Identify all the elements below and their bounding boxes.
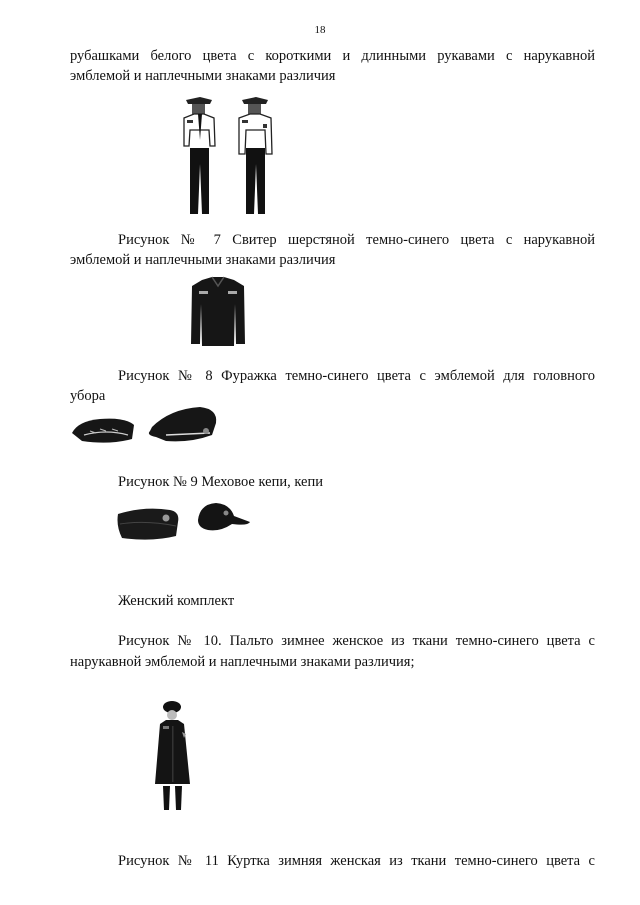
peaked-caps-figure [70, 405, 222, 449]
text-line: эмблемой и наплечными знаками различия [70, 252, 336, 268]
text-line: эмблемой и наплечными знаками различия [70, 68, 336, 84]
fur-caps-figure [116, 500, 256, 545]
text-line: нарукавной эмблемой и наплечными знаками различия; [70, 654, 415, 670]
sweater-figure [188, 276, 248, 351]
text-line: Женский комплект [118, 593, 235, 609]
text-line: Рисунок № 8 Фуражка темно-синего цвета с эмблемой для головного [118, 368, 595, 384]
text-line: Рисунок № 9 Меховое кепи, кепи [118, 474, 323, 490]
womens-coat-figure [150, 698, 195, 818]
text-line: Рисунок № 11 Куртка зимняя женская из ткани темно-синего цвета с [118, 853, 595, 869]
shirts-figure [178, 94, 288, 220]
text-line: рубашками белого цвета с короткими и длинными рукавами с нарукавной [70, 48, 595, 64]
text-line: Рисунок № 7 Свитер шерстяной темно-синего цвета с нарукавной [118, 232, 595, 248]
page-number: 18 [314, 24, 326, 36]
text-line: убора [70, 388, 106, 404]
text-line: Рисунок № 10. Пальто зимнее женское из ткани темно-синего цвета с [118, 633, 595, 649]
